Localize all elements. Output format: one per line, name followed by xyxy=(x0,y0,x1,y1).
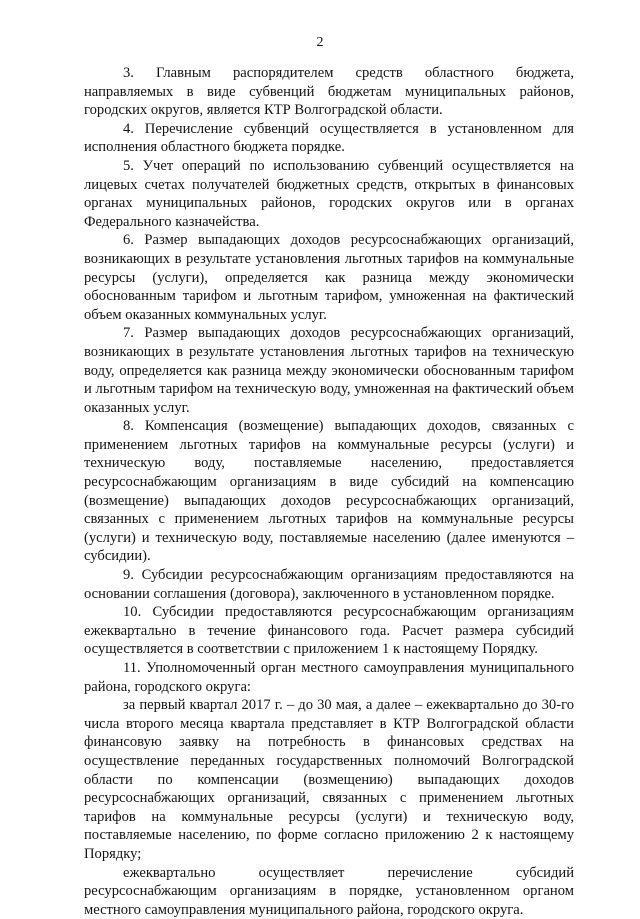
paragraph-3: 3. Главным распорядителем средств областного бюджета, направляемых в виде субвенций бюджетам муниципальных районов, городских округов, является КТР Волгоградской области. xyxy=(84,65,574,119)
paragraph-11-item-1: за первый квартал 2017 г. – до 30 мая, а далее – ежеквартально до 30-го числа второго месяца квартала представляет в КТР Волгоградской области финансовую заявку на потребность в финансовых средствах на осуществление переданных государственных полномочий Волгоградской области по компенсации (возмещению) выпадающих доходов ресурсоснабжающих организаций, связанных с применением льготных тарифов на коммунальные ресурсы (услуги) и техническую воду, поставляемые населению, по форме согласно приложению 2 к настоящему Порядку; xyxy=(84,697,574,862)
page-number: 2 xyxy=(316,35,324,50)
paragraph-9: 9. Субсидии ресурсоснабжающим организациям предоставляются на основании соглашения (договора), заключенного в установленном порядке. xyxy=(84,567,574,602)
paragraph-6: 6. Размер выпадающих доходов ресурсоснабжающих организаций, возникающих в результате установления льготных тарифов на коммунальные ресурсы (услуги), определяется как разница между экономически обоснованным тарифом и льготным тарифом, умноженная на фактический объем оказанных коммунальных услуг. xyxy=(84,232,574,323)
paragraph-11: 11. Уполномоченный орган местного самоуправления муниципального района, городского округа: xyxy=(84,660,574,695)
document-body xyxy=(84,64,574,919)
paragraph-5: 5. Учет операций по использованию субвенций осуществляется на лицевых счетах получателей бюджетных средств, открытых в финансовых органах муниципальных районов, городских округов или в органах Федерального казначейства. xyxy=(84,157,574,230)
paragraph-4: 4. Перечисление субвенций осуществляется в установленном для исполнения областного бюджета порядке. xyxy=(84,120,574,156)
paragraph-7: 7. Размер выпадающих доходов ресурсоснабжающих организаций, возникающих в результате установления льготных тарифов на техническую воду, определяется как разница между экономически обоснованным тарифом и льготным тарифом на техническую воду, умноженная на фактический объем оказанных услуг. xyxy=(84,325,574,416)
paragraph-8: 8. Компенсация (возмещение) выпадающих доходов, связанных с применением льготных тарифов на коммунальные ресурсы (услуги) и техническую воду, поставляемые населению, предоставляется ресурсоснабжающим организациям в виде субсидий на компенсацию (возмещение) выпадающих доходов ресурсоснабжающих организаций, связанных с применением льготных тарифов на коммунальные ресурсы (услуги) и техническую воду, поставляемые населению (далее именуются – субсидии). xyxy=(84,418,574,565)
paragraph-11-item-2: ежеквартально осуществляет перечисление субсидий ресурсоснабжающим организациям в порядке, установленном органом местного самоуправления муниципального района, городского округа. xyxy=(84,864,574,918)
paragraph-10: 10. Субсидии предоставляются ресурсоснабжающим организациям ежеквартально в течение финансового года. Расчет размера субсидий осуществляется в соответствии с приложением 1 к настоящему Порядку. xyxy=(84,604,574,658)
